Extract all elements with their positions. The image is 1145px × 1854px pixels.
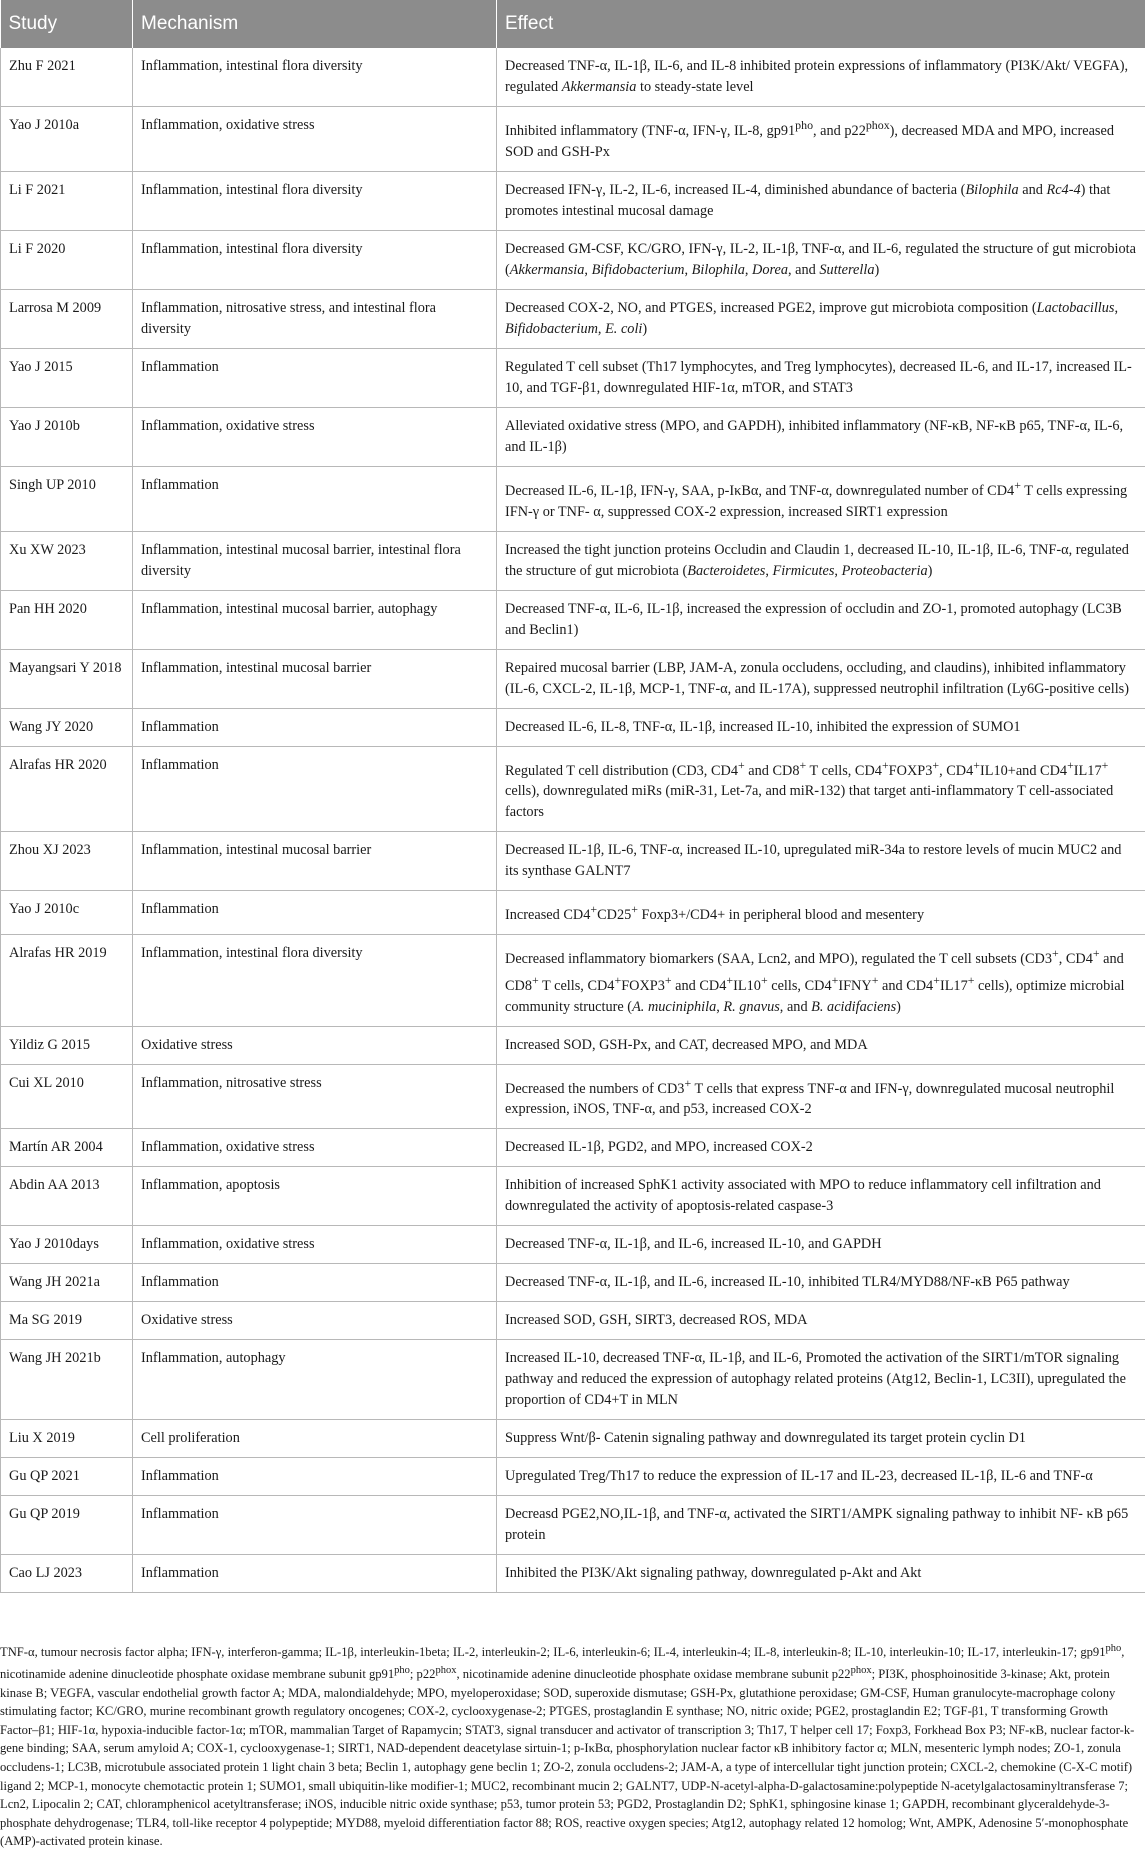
table-row (1, 531, 1145, 590)
table-footnote: TNF-α, tumour necrosis factor alpha; IFN-γ, interferon-gamma; IL-1β, interleukin-1beta; IL-2, interleukin-2; IL-6, interleukin-6; IL-4, interleukin-4; IL-8, interleukin-8; IL-10, interleukin-10; IL-17, interleukin-17; $gp91^{pho}$, nicotinamide adenine dinucleotide phosphate oxidase membrane subunit $gp91^{pho}$; $p22^{phox}$, nicotinamide adenine dinucleotide phosphate oxidase membrane subunit $p22^{phox}$; PI3K, phosphoinositide 3-kinase; Akt, protein kinase B; VEGFA, vascular endothelial growth factor A; MDA, malondialdehyde; MPO, myeloperoxidase; SOD, superoxide dismutase; GSH-Px, glutathione peroxidase; GM-CSF, Human granulocyte-macrophage colony stimulating factor; KC/GRO, murine recombinant growth regulatory oncogenes; COX-2, cyclooxygenase-2; PTGES, prostaglandin E synthase; NO, nitric oxide; PGE2, prostaglandin E2; TGF-β1, T transforming Growth Factor–β1; HIF-1α, hypoxia-inducible factor-1α; mTOR, mammalian Target of Rapamycin; STAT3, signal transducer and activator of transcription 3; Th17, T helper cell 17; Foxp3, Forkhead Box P3; NF-κB, nuclear factor-k-gene binding; SAA, serum amyloid A; COX-1, cyclooxygenase-1; SIRT1, NAD-dependent deacetylase sirtuin-1; p-IκBα, phosphorylation nuclear factor κB inhibitory factor α; MLN, mesenteric lymph nodes; ZO-1, zonula occludens-1; LC3B, microtubule associated protein 1 light chain 3 beta; Beclin 1, autophagy gene beclin 1; ZO-2, zonula occludens-2; JAM-A, a type of intercellular tight junction protein; CXCL-2, chemokine (C-X-C motif) ligand 2; MCP-1, monocyte chemotactic protein 1; SUMO1, small ubiquitin-like modifier-1; MUC2, recombinant mucin 2; GALNT7, UDP-N-acetyl-alpha-D-galactosamine:polypeptide N-acetylgalactosaminyltransferase 7; Lcn2, Lipocalin 2; CAT, chloramphenicol acetyltransferase; iNOS, inducible nitric oxide synthase; p53, tumor protein 53; PGD2, Prostaglandin D2; SphK1, sphingosine kinase 1; GAPDH, recombinant glyceraldehyde-3-phosphate dehydrogenase; TLR4, toll-like receptor 4 polypeptide; MYD88, myeloid differentiation factor 88; ROS, reactive oxygen species; Atg12, autophagy related 12 homolog; Wnt, AMPK, Adenosine 5′-monophosphate (AMP)-activated protein kinase. (0, 1643, 1135, 1849)
cell-mechanism: Inflammation (133, 1458, 497, 1496)
cell-study: Abdin AA 2013 (1, 1167, 133, 1226)
cell-study: Liu X 2019 (1, 1420, 133, 1458)
cell-effect: Inhibited inflammatory (TNF-α, IFN-γ, IL-8, $gp91^{pho}$, and $p22^{phox}$), decreased MDA and MPO, increased SOD and GSH-Px (497, 107, 1145, 172)
cell-study: Wang JH 2021b (1, 1340, 133, 1420)
cell-mechanism: Inflammation, intestinal flora diversity (133, 935, 497, 1027)
table-row (1, 832, 1145, 891)
cell-effect: Decreased IL-1β, IL-6, TNF-α, increased IL-10, upregulated miR-34a to restore levels of mucin MUC2 and its synthase GALNT7 (497, 832, 1145, 891)
cell-effect: Decreased TNF-α, IL-1β, and IL-6, increased IL-10, inhibited TLR4/MYD88/NF-κB P65 pathway (497, 1264, 1145, 1302)
table-row (1, 935, 1145, 1027)
table-row (1, 1264, 1145, 1302)
table-row (1, 466, 1145, 531)
cell-mechanism: Inflammation, oxidative stress (133, 107, 497, 172)
table-header-row (1, 0, 1145, 48)
cell-study: Yao J 2010a (1, 107, 133, 172)
cell-mechanism: Inflammation, intestinal mucosal barrier, autophagy (133, 590, 497, 649)
cell-study: Yildiz G 2015 (1, 1026, 133, 1064)
cell-effect: Decreased IL-6, IL-8, TNF-α, IL-1β, increased IL-10, inhibited the expression of SUMO1 (497, 708, 1145, 746)
header-effect: Effect (497, 0, 1145, 48)
cell-study: Martín AR 2004 (1, 1129, 133, 1167)
table-row (1, 649, 1145, 708)
header-mechanism: Mechanism (133, 0, 497, 48)
cell-mechanism: Inflammation (133, 746, 497, 832)
cell-effect: Regulated T cell distribution (CD3, CD4+ and CD8+ T cells, CD4+FOXP3+, CD4+IL10+and CD4+IL17+ cells), downregulated miRs (miR-31, Let-7a, and miR-132) that target anti-inflammatory T cell-associated factors (497, 746, 1145, 832)
cell-effect: Suppress Wnt/β- Catenin signaling pathway and downregulated its target protein cyclin D1 (497, 1420, 1145, 1458)
cell-study: Gu QP 2021 (1, 1458, 133, 1496)
cell-effect: Decreased COX-2, NO, and PTGES, increased PGE2, improve gut microbiota composition (Lactobacillus, Bifidobacterium, E. coli) (497, 289, 1145, 348)
cell-effect: Decreased IFN-γ, IL-2, IL-6, increased IL-4, diminished abundance of bacteria (Bilophila and Rc4-4) that promotes intestinal mucosal damage (497, 171, 1145, 230)
cell-effect: Decreased TNF-α, IL-1β, IL-6, and IL-8 inhibited protein expressions of inflammatory (PI3K/Akt/ VEGFA), regulated Akkermansia to steady-state level (497, 48, 1145, 107)
table-row (1, 348, 1145, 407)
cell-effect: Increased the tight junction proteins Occludin and Claudin 1, decreased IL-10, IL-1β, IL-6, TNF-α, regulated the structure of gut microbiota (Bacteroidetes, Firmicutes, Proteobacteria) (497, 531, 1145, 590)
cell-effect: Decreased the numbers of CD3+ T cells that express TNF-α and IFN-γ, downregulated mucosal neutrophil expression, iNOS, TNF-α, and p53, increased COX-2 (497, 1064, 1145, 1129)
table-row (1, 1302, 1145, 1340)
cell-mechanism: Inflammation, intestinal flora diversity (133, 171, 497, 230)
cell-effect: Alleviated oxidative stress (MPO, and GAPDH), inhibited inflammatory (NF-κB, NF-κB p65, TNF-α, IL-6, and IL-1β) (497, 407, 1145, 466)
cell-mechanism: Inflammation (133, 708, 497, 746)
cell-effect: Decreased TNF-α, IL-6, IL-1β, increased the expression of occludin and ZO-1, promoted autophagy (LC3B and Beclin1) (497, 590, 1145, 649)
cell-mechanism: Inflammation, intestinal flora diversity (133, 48, 497, 107)
table-row (1, 407, 1145, 466)
cell-mechanism: Inflammation (133, 891, 497, 935)
table-row (1, 1420, 1145, 1458)
cell-mechanism: Inflammation, intestinal mucosal barrier (133, 832, 497, 891)
cell-mechanism: Cell proliferation (133, 1420, 497, 1458)
table-row (1, 1555, 1145, 1593)
cell-study: Larrosa M 2009 (1, 289, 133, 348)
cell-study: Yao J 2010b (1, 407, 133, 466)
cell-mechanism: Inflammation, oxidative stress (133, 407, 497, 466)
cell-study: Alrafas HR 2020 (1, 746, 133, 832)
cell-study: Gu QP 2019 (1, 1496, 133, 1555)
table-row (1, 891, 1145, 935)
cell-mechanism: Inflammation, intestinal mucosal barrier (133, 649, 497, 708)
cell-study: Li F 2020 (1, 230, 133, 289)
cell-effect: Decreased GM-CSF, KC/GRO, IFN-γ, IL-2, IL-1β, TNF-α, and IL-6, regulated the structure of gut microbiota (Akkermansia, Bifidobacterium, Bilophila, Dorea, and Sutterella) (497, 230, 1145, 289)
table-row (1, 48, 1145, 107)
cell-mechanism: Inflammation, autophagy (133, 1340, 497, 1420)
table-row (1, 746, 1145, 832)
table-row (1, 1129, 1145, 1167)
cell-mechanism: Inflammation, apoptosis (133, 1167, 497, 1226)
cell-mechanism: Inflammation (133, 466, 497, 531)
table-row (1, 289, 1145, 348)
table-row (1, 230, 1145, 289)
cell-study: Alrafas HR 2019 (1, 935, 133, 1027)
cell-effect: Decreased TNF-α, IL-1β, and IL-6, increased IL-10, and GAPDH (497, 1226, 1145, 1264)
cell-mechanism: Inflammation (133, 348, 497, 407)
cell-mechanism: Inflammation, nitrosative stress (133, 1064, 497, 1129)
cell-mechanism: Oxidative stress (133, 1302, 497, 1340)
cell-effect: Increased CD4+CD25+ Foxp3+/CD4+ in peripheral blood and mesentery (497, 891, 1145, 935)
cell-study: Zhu F 2021 (1, 48, 133, 107)
cell-effect: Decreased IL-6, IL-1β, IFN-γ, SAA, p-IκBα, and TNF-α, downregulated number of CD4+ T cells expressing IFN-γ or TNF- α, suppressed COX-2 expression, increased SIRT1 expression (497, 466, 1145, 531)
cell-study: Zhou XJ 2023 (1, 832, 133, 891)
cell-mechanism: Inflammation, oxidative stress (133, 1226, 497, 1264)
table-row (1, 708, 1145, 746)
cell-mechanism: Inflammation (133, 1264, 497, 1302)
table-row (1, 1167, 1145, 1226)
cell-effect: Inhibited the PI3K/Akt signaling pathway, downregulated p-Akt and Akt (497, 1555, 1145, 1593)
cell-mechanism: Inflammation, nitrosative stress, and intestinal flora diversity (133, 289, 497, 348)
table-row (1, 1340, 1145, 1420)
cell-study: Wang JY 2020 (1, 708, 133, 746)
cell-effect: Decreased inflammatory biomarkers (SAA, Lcn2, and MPO), regulated the T cell subsets (CD3+, CD4+ and CD8+ T cells, CD4+FOXP3+ and CD4+IL10+ cells, CD4+IFNY+ and CD4+IL17+ cells), optimize microbial community structure (A. muciniphila, R. gnavus, and B. acidifaciens) (497, 935, 1145, 1027)
cell-study: Yao J 2010days (1, 1226, 133, 1264)
cell-study: Li F 2021 (1, 171, 133, 230)
cell-effect: Upregulated Treg/Th17 to reduce the expression of IL-17 and IL-23, decreased IL-1β, IL-6 and TNF-α (497, 1458, 1145, 1496)
table-row (1, 1458, 1145, 1496)
cell-effect: Decreasd PGE2,NO,IL-1β, and TNF-α, activated the SIRT1/AMPK signaling pathway to inhibit NF- κB p65 protein (497, 1496, 1145, 1555)
cell-study: Yao J 2010c (1, 891, 133, 935)
cell-mechanism: Inflammation, intestinal mucosal barrier, intestinal flora diversity (133, 531, 497, 590)
cell-effect: Repaired mucosal barrier (LBP, JAM-A, zonula occludens, occluding, and claudins), inhibited inflammatory (IL-6, CXCL-2, IL-1β, MCP-1, TNF-α, and IL-17A), suppressed neutrophil infiltration (Ly6G-positive cells) (497, 649, 1145, 708)
table-row (1, 107, 1145, 172)
table-row (1, 1064, 1145, 1129)
cell-effect: Inhibition of increased SphK1 activity associated with MPO to reduce inflammatory cell infiltration and downregulated the activity of apoptosis-related caspase-3 (497, 1167, 1145, 1226)
cell-study: Cui XL 2010 (1, 1064, 133, 1129)
table-row (1, 171, 1145, 230)
cell-mechanism: Inflammation (133, 1555, 497, 1593)
cell-study: Mayangsari Y 2018 (1, 649, 133, 708)
cell-effect: Increased IL-10, decreased TNF-α, IL-1β, and IL-6, Promoted the activation of the SIRT1/mTOR signaling pathway and reduced the expression of autophagy related proteins (Atg12, Beclin-1, LC3II), upregulated the proportion of CD4+T in MLN (497, 1340, 1145, 1420)
cell-study: Xu XW 2023 (1, 531, 133, 590)
cell-study: Wang JH 2021a (1, 1264, 133, 1302)
cell-study: Yao J 2015 (1, 348, 133, 407)
table-row (1, 1026, 1145, 1064)
cell-study: Cao LJ 2023 (1, 1555, 133, 1593)
header-study: Study (1, 0, 133, 48)
cell-effect: Decreased IL-1β, PGD2, and MPO, increased COX-2 (497, 1129, 1145, 1167)
cell-study: Pan HH 2020 (1, 590, 133, 649)
cell-study: Ma SG 2019 (1, 1302, 133, 1340)
cell-effect: Regulated T cell subset (Th17 lymphocytes, and Treg lymphocytes), decreased IL-6, and IL-17, increased IL-10, and TGF-β1, downregulated HIF-1α, mTOR, and STAT3 (497, 348, 1145, 407)
cell-mechanism: Inflammation, intestinal flora diversity (133, 230, 497, 289)
cell-mechanism: Inflammation, oxidative stress (133, 1129, 497, 1167)
cell-study: Singh UP 2010 (1, 466, 133, 531)
table-row (1, 1226, 1145, 1264)
cell-effect: Increased SOD, GSH, SIRT3, decreased ROS, MDA (497, 1302, 1145, 1340)
table-body (1, 48, 1145, 1593)
cell-mechanism: Oxidative stress (133, 1026, 497, 1064)
cell-effect: Increased SOD, GSH-Px, and CAT, decreased MPO, and MDA (497, 1026, 1145, 1064)
cell-mechanism: Inflammation (133, 1496, 497, 1555)
table-row (1, 1496, 1145, 1555)
table-row (1, 590, 1145, 649)
